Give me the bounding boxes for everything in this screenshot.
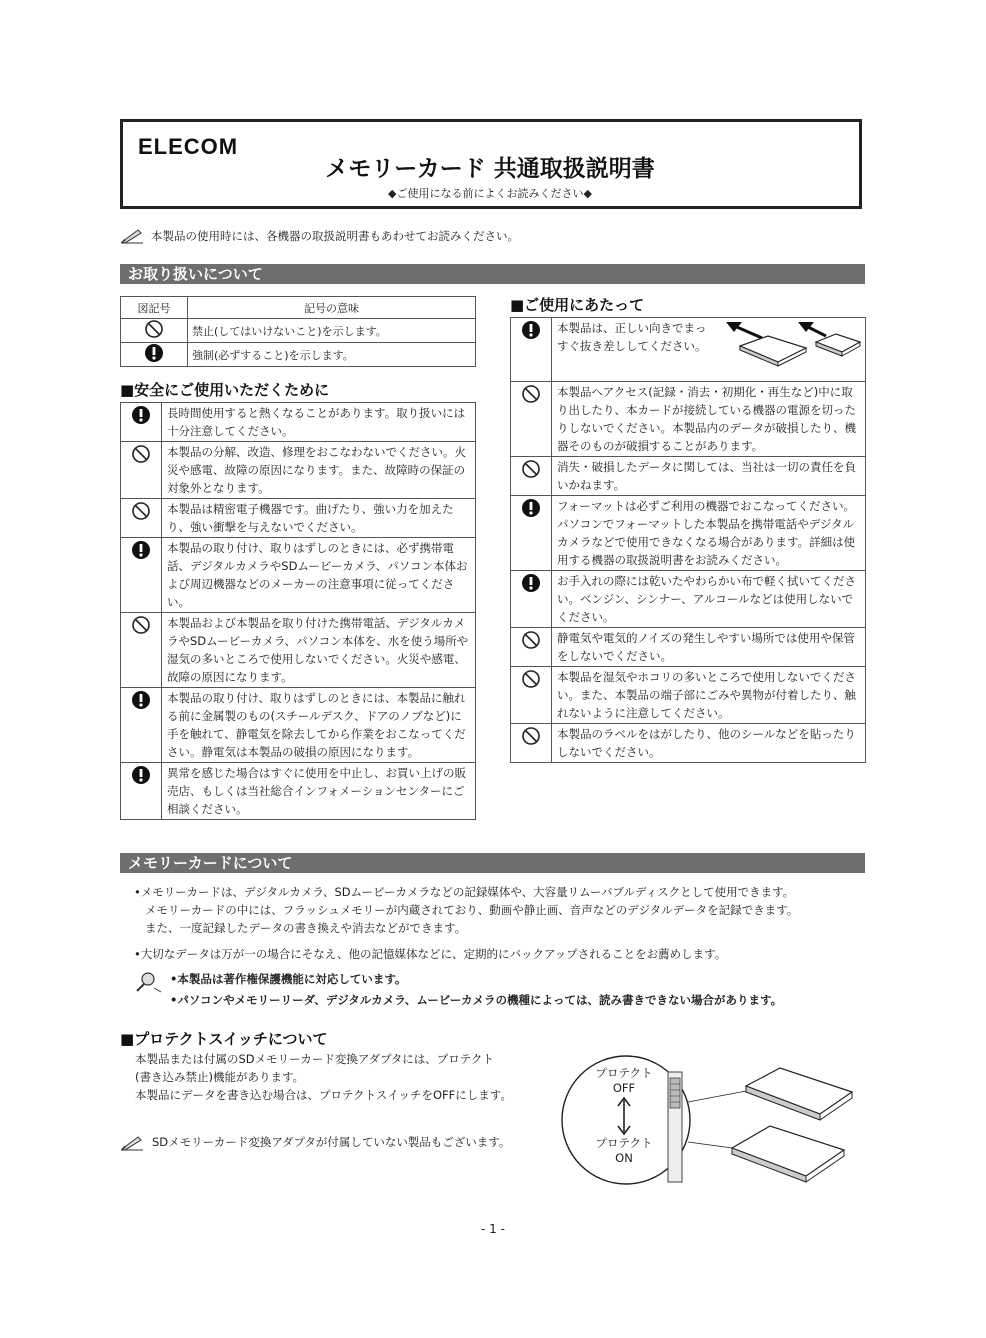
usage-table — [510, 317, 866, 763]
prohibition-icon — [131, 615, 151, 635]
mandatory-icon — [521, 320, 541, 340]
usage-row-row — [511, 628, 866, 667]
protect-off-label-1: プロテクト — [595, 1066, 653, 1080]
usage-row-row — [511, 382, 866, 457]
symbol-table — [120, 296, 476, 367]
usage-row-row — [511, 457, 866, 496]
section-band-memory-card: メモリーカードについて — [120, 853, 865, 873]
protect-heading: ■プロテクトスイッチについて — [120, 1030, 328, 1048]
usage-row-text: 静電気や電気的ノイズの発生しやすい場所では使用や保管をしないでください。 — [557, 631, 855, 663]
protect-off-label-2: OFF — [612, 1081, 636, 1095]
usage-row-text: お手入れの際には乾いたやわらかい布で軽く拭いてください。ベンジン、シンナー、アルコールなどは使用しないでください。 — [557, 574, 856, 624]
mandatory-icon — [131, 765, 151, 785]
top-note: 本製品の使用時には、各機器の取扱説明書もあわせてお読みください。 — [151, 229, 519, 243]
page-subtitle: ◆ご使用になる前によくお読みください◆ — [388, 187, 592, 200]
protect-on-label-2: ON — [615, 1151, 633, 1165]
usage-heading: ■ご使用にあたって — [510, 296, 645, 314]
prohibition-icon — [521, 384, 541, 404]
memory-bullet-2: •大切なデータは万が一の場合にそなえ、他の記憶媒体などに、定期的にバックアップされることをお薦めします。 — [134, 947, 727, 961]
usage-row-row — [511, 571, 866, 628]
safety-row-text: 本製品の分解、改造、修理をおこなわないでください。火災や感電、故障の原因になります。また、故障時の保証の対象外となります。 — [167, 445, 466, 495]
protect-off-label — [586, 1066, 662, 1096]
pen-note-icon — [120, 1133, 144, 1151]
safety-row-text: 異常を感じた場合はすぐに使用を中止し、お買い上げの販売店、もしくは当社総合インフォメーションセンターにご相談ください。 — [167, 766, 466, 816]
prohibition-icon — [521, 669, 541, 689]
usage-row-text: 本製品へアクセス(記録・消去・初期化・再生など)中に取り出したり、本カードが接続している機器の電源を切ったりしないでください。本製品内のデータが破損したり、機器そのものが破損することがあります。 — [557, 385, 856, 453]
usage-row-text: フォーマットは必ずご利用の機器でおこなってください。パソコンでフォーマットした本製品を携帯電話やデジタルカメラなどで使用できなくなる場合があります。詳細は使用する機器の取扱説明書をお読みください。 — [557, 499, 856, 567]
col-meaning: 記号の意味 — [188, 297, 476, 319]
safety-row-text: 本製品の取り付け、取りはずしのときには、本製品に触れる前に金属製のもの(スチールデスク、ドアのノブなど)に手を触れて、静電気を除去してから作業をおこなってください。静電気は本製品の破損の原因になります。 — [167, 691, 466, 759]
magnifier-note-icon — [134, 970, 164, 994]
memory-note-1: •本製品は著作権保護機能に対応しています。 — [170, 972, 407, 986]
mandatory-icon — [131, 540, 151, 560]
safety-row-row — [121, 442, 476, 499]
protect-line-1: 本製品または付属のSDメモリーカード変換アダプタには、プロテクト — [135, 1052, 494, 1066]
mandatory-icon — [521, 498, 541, 518]
usage-row-row — [511, 667, 866, 724]
pen-note-icon — [120, 226, 144, 244]
mandatory-icon — [144, 343, 164, 363]
memory-bullet-1-line-3: また、一度記録したデータの書き換えや消去などができます。 — [145, 921, 467, 935]
prohibition-icon — [144, 319, 164, 339]
prohibition-icon — [521, 459, 541, 479]
page-number: - 1 - — [481, 1222, 505, 1236]
section-band-handling: お取り扱いについて — [120, 264, 865, 284]
page-title: メモリーカード 共通取扱説明書 — [325, 156, 655, 182]
safety-table — [120, 402, 476, 820]
symbol-meaning: 禁止(してはいけないこと)を示します。 — [188, 319, 476, 343]
protect-on-label — [586, 1136, 662, 1166]
safety-row-text: 長時間使用すると熱くなることがあります。取り扱いには十分注意してください。 — [167, 406, 466, 438]
usage-row-text: 消失・破損したデータに関しては、当社は一切の責任を負いかねます。 — [557, 460, 856, 492]
prohibition-icon — [131, 501, 151, 521]
prohibition-icon — [521, 726, 541, 746]
memory-note-2: •パソコンやメモリーリーダ、デジタルカメラ、ムービーカメラの機種によっては、読み書きできない場合があります。 — [170, 993, 783, 1007]
memory-bullet-1-line-1: •メモリーカードは、デジタルカメラ、SDムービーカメラなどの記録媒体や、大容量リムーバブルディスクとして使用できます。 — [134, 885, 795, 899]
safety-row-text: 本製品は精密電子機器です。曲げたり、強い力を加えたり、強い衝撃を与えないでください。 — [167, 502, 454, 534]
memory-bullet-1-line-2: メモリーカードの中には、フラッシュメモリーが内蔵されており、動画や静止画、音声などのデジタルデータを記録できます。 — [145, 903, 799, 917]
safety-row-text: 本製品および本製品を取り付けた携帯電話、デジタルカメラやSDムービーカメラ、パソコン本体を、水を使う場所や湿気の多いところで使用しないでください。火災や感電、故障の原因になります。 — [167, 616, 469, 684]
protect-line-3: 本製品にデータを書き込む場合は、プロテクトスイッチをOFFにします。 — [135, 1088, 512, 1102]
safety-row-row — [121, 763, 476, 820]
symbol-meaning: 強制(必ずすること)を示します。 — [188, 343, 476, 367]
usage-row-row — [511, 496, 866, 571]
usage-row-row — [511, 724, 866, 763]
safety-row-row — [121, 538, 476, 613]
usage-row-text: 本製品は、正しい向きでまっすぐ抜き差ししてください。 — [557, 321, 707, 353]
mandatory-icon — [521, 573, 541, 593]
card-insert-illustration — [722, 318, 866, 380]
safety-row-row — [121, 499, 476, 538]
usage-row-text: 本製品のラベルをはがしたり、他のシールなどを貼ったりしないでください。 — [557, 727, 856, 759]
safety-row-row — [121, 688, 476, 763]
protect-note: SDメモリーカード変換アダプタが付属していない製品もございます。 — [152, 1135, 511, 1149]
brand-logo: ELECOM — [138, 134, 239, 159]
prohibition-icon — [521, 630, 541, 650]
mandatory-icon — [131, 405, 151, 425]
protect-line-2: (書き込み禁止)機能があります。 — [135, 1070, 305, 1084]
prohibition-icon — [131, 444, 151, 464]
safety-heading: ■安全にご使用いただくために — [120, 381, 330, 399]
protect-on-label-1: プロテクト — [595, 1136, 653, 1150]
col-symbol: 図記号 — [121, 297, 188, 319]
usage-row-text: 本製品を湿気やホコリの多いところで使用しないでください。また、本製品の端子部にごみや異物が付着したり、触れないように注意してください。 — [557, 670, 856, 720]
safety-row-text: 本製品の取り付け、取りはずしのときには、必ず携帯電話、デジタルカメラやSDムービーカメラ、パソコン本体および周辺機器などのメーカーの注意事項に従ってください。 — [167, 541, 468, 609]
safety-row-row — [121, 403, 476, 442]
safety-row-row — [121, 613, 476, 688]
mandatory-icon — [131, 690, 151, 710]
